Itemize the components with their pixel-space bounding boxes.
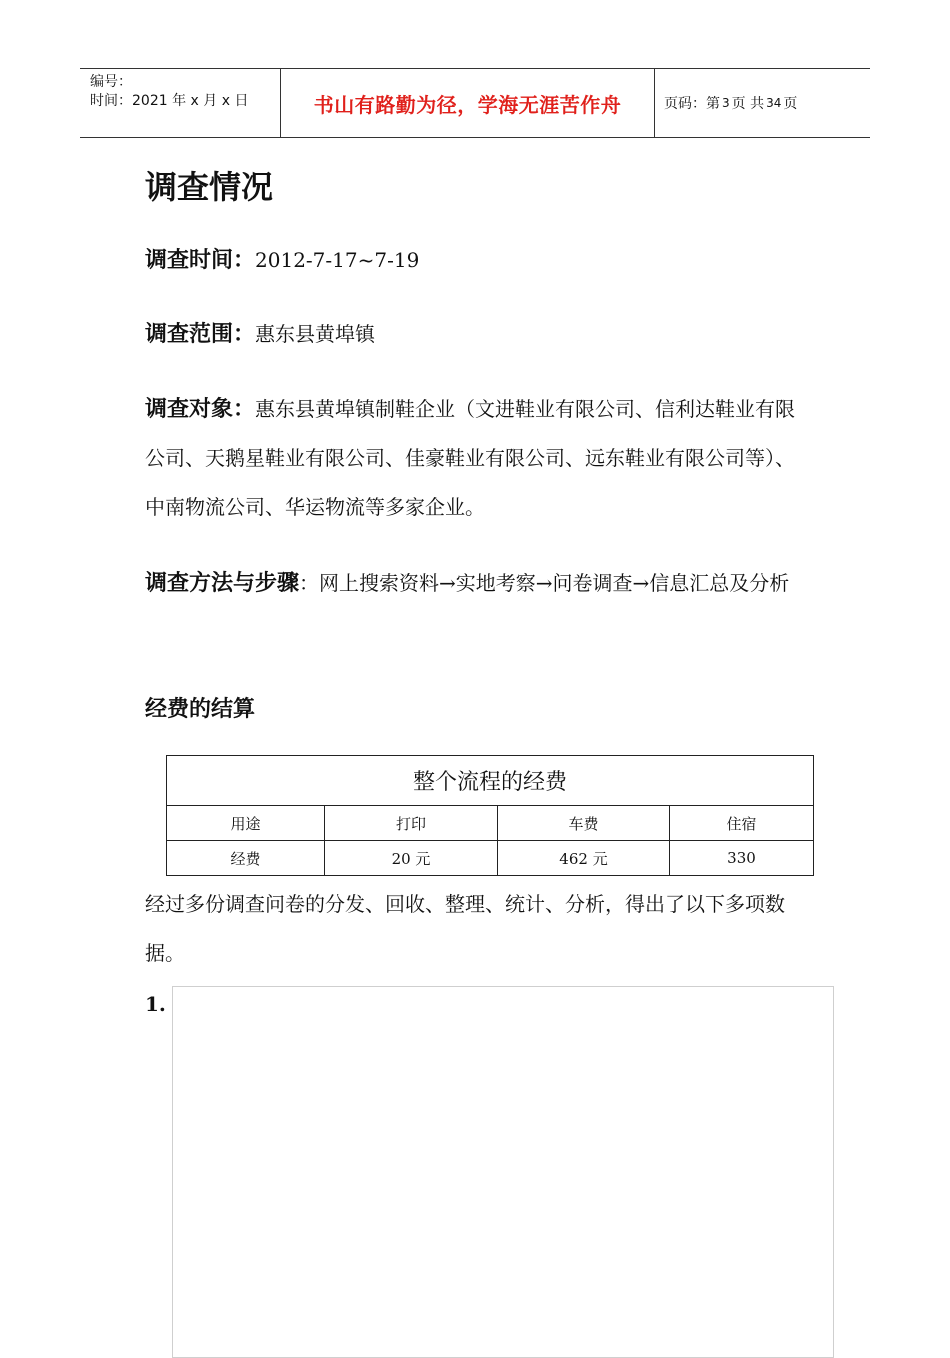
survey-scope-value: 惠东县黄埠镇: [255, 322, 376, 346]
page-header: [80, 68, 870, 138]
survey-scope: [145, 310, 813, 359]
survey-scope-label: 调查范围：: [145, 322, 256, 347]
table-row: [167, 841, 814, 876]
table-cell: 462 元: [498, 841, 670, 876]
survey-object: [145, 385, 813, 532]
page-indicator: [655, 69, 870, 137]
code-label: 编号：: [90, 74, 132, 90]
summary-text: 经过多份调查问卷的分发、回收、整理、统计、分析，得出了以下多项数据。: [145, 892, 785, 965]
cost-table: [166, 755, 814, 876]
page-title: 调查情况: [145, 168, 274, 206]
survey-time-label: 调查时间：: [145, 248, 256, 273]
page-total: 34: [766, 96, 782, 110]
header-cell: 用途: [167, 806, 325, 841]
cost-table-header-row: [167, 806, 814, 841]
survey-method-label: 调查方法与步骤: [145, 571, 300, 596]
table-cell: 330: [670, 841, 814, 876]
time-label: 时间：2021 年 x 月 x 日: [90, 93, 249, 109]
survey-time: [145, 236, 813, 285]
survey-time-value: 2012-7-17~7-19: [255, 248, 420, 272]
table-cell: 经费: [167, 841, 325, 876]
page-mid: 页 共: [731, 96, 765, 112]
cost-table-title-row: [167, 756, 814, 806]
chart-frame: [172, 986, 834, 1358]
item-number: 1.: [145, 992, 166, 1016]
survey-object-value: 惠东县黄埠镇制鞋企业（文进鞋业有限公司、信利达鞋业有限公司、天鹅星鞋业有限公司、佳豪鞋业有限公司、远东鞋业有限公司等）、中南物流公司、华运物流等多家企业。: [145, 397, 796, 519]
survey-method: [145, 559, 813, 608]
header-motto: 书山有路勤为径，学海无涯苦作舟: [281, 69, 655, 137]
header-meta: [80, 69, 281, 137]
header-cell: 打印: [325, 806, 498, 841]
survey-object-label: 调查对象：: [145, 397, 256, 422]
survey-method-value: ：网上搜索资料→实地考察→问卷调查→信息汇总及分析: [299, 571, 790, 595]
header-cell: 车费: [498, 806, 670, 841]
header-cell: 住宿: [670, 806, 814, 841]
cost-heading: 经费的结算: [145, 697, 256, 722]
page-prefix: 页码：第: [664, 96, 720, 112]
cost-table-title: 整个流程的经费: [167, 756, 814, 806]
table-cell: 20 元: [325, 841, 498, 876]
page-number: 3: [722, 96, 730, 110]
page-suffix: 页: [783, 96, 798, 112]
